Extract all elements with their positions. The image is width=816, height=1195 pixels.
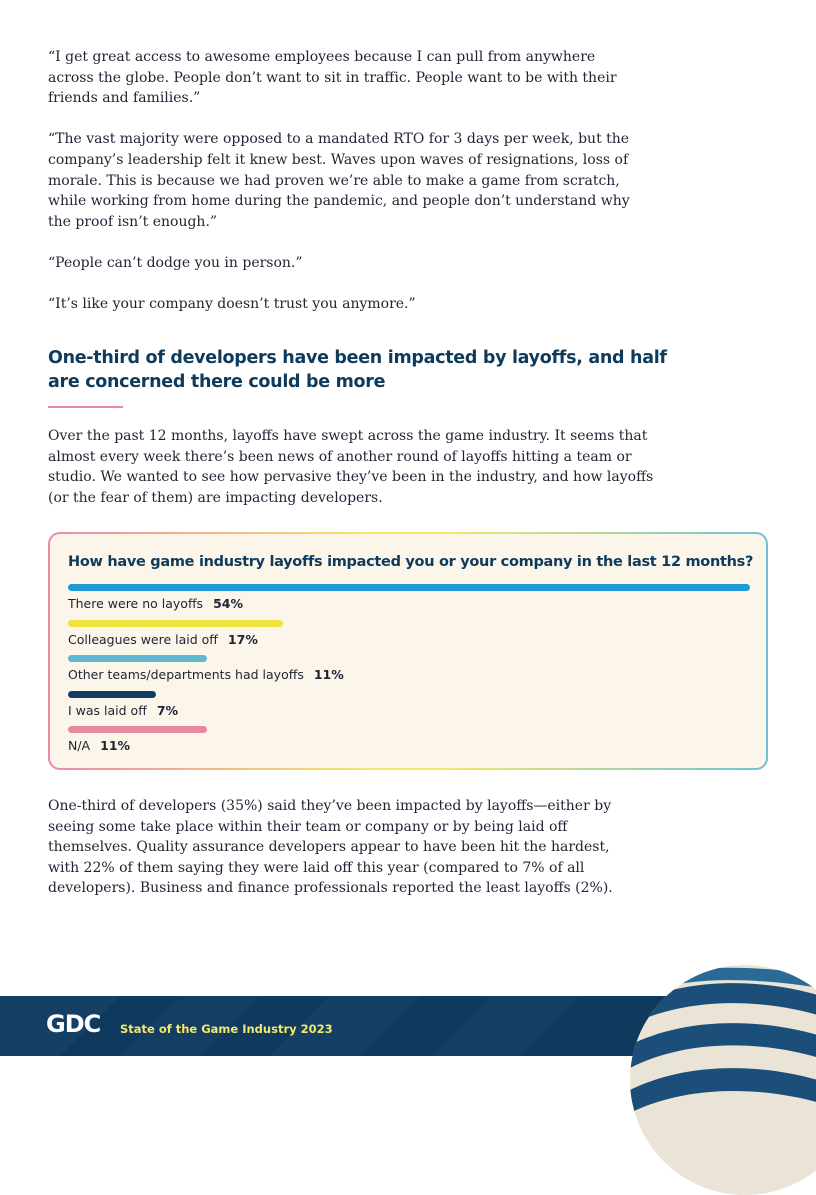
chart-bar-label xyxy=(68,632,258,647)
heading-accent-rule xyxy=(48,406,123,408)
chart-category-label: Other teams/departments had layoffs xyxy=(68,667,304,683)
chart-row xyxy=(68,620,750,650)
chart-bar-label xyxy=(68,596,243,611)
chart-row xyxy=(68,726,750,756)
chart-value-label: 54% xyxy=(213,596,243,611)
chart-value-label: 11% xyxy=(100,738,131,754)
chart-category-label: Colleagues were laid off xyxy=(68,631,218,647)
report-title: State of the Game Industry 2023 xyxy=(120,1022,333,1036)
quote-1: “I get great access to awesome employees because I can pull from anywhere across the globe. People don’t want to sit in traffic. People want to be with their friends and families.” xyxy=(48,49,617,107)
chart-bar xyxy=(68,691,156,698)
chart-value-label: 17% xyxy=(227,631,258,647)
chart-bar-label xyxy=(68,667,344,682)
section-closing: One-third of developers (35%) said they’ve been impacted by layoffs—either by seeing some take place within their team or company or by being laid off themselves. Quality assurance developers appear to have been hit the hardest, with 22% of them saying they were laid off this year (compared to 7% of all developers). Business and finance professionals reported the least layoffs (2%). xyxy=(48,798,613,897)
chart-row xyxy=(68,584,750,614)
chart-bar xyxy=(68,584,750,591)
chart-row xyxy=(68,691,750,721)
section-intro: Over the past 12 months, layoffs have swept across the game industry. It seems that almost every week there’s been news of another round of layoffs hitting a team or studio. We wanted to see how pervasive they’ve been in the industry, and how layoffs (or the fear of them) are impacting developers. xyxy=(48,428,654,506)
striped-sphere-graphic xyxy=(630,965,816,1195)
gdc-logo: GDC xyxy=(46,1010,101,1038)
chart-bar-label xyxy=(68,738,130,753)
chart-category-label: I was laid off xyxy=(68,702,147,718)
chart-value-label: 7% xyxy=(156,702,179,718)
quotes-block xyxy=(48,47,638,335)
chart-bar xyxy=(68,726,207,733)
chart-category-label: There were no layoffs xyxy=(68,596,204,611)
chart-card-inner xyxy=(50,534,766,768)
chart-bar-label xyxy=(68,703,178,718)
quote-4: “It’s like your company doesn’t trust you anymore.” xyxy=(48,296,416,313)
quote-3: “People can’t dodge you in person.” xyxy=(48,254,303,271)
section-heading: One-third of developers have been impacted by layoffs, and half are concerned there could be more xyxy=(48,348,667,392)
chart-bar xyxy=(68,655,207,662)
chart-card xyxy=(48,532,768,770)
chart-category-label: N/A xyxy=(68,738,91,754)
chart-value-label: 11% xyxy=(313,667,344,683)
chart-row xyxy=(68,655,750,685)
chart-title: How have game industry layoffs impacted you or your company in the last 12 months? xyxy=(68,554,754,570)
chart-bar xyxy=(68,620,283,627)
quote-2: “The vast majority were opposed to a mandated RTO for 3 days per week, but the company’s leadership felt it knew best. Waves upon waves of resignations, loss of morale. This is because we had proven we’re able to make a game from scratch, while working from home during the pandemic, and people don’t understand why the proof isn’t enough.” xyxy=(48,131,630,230)
